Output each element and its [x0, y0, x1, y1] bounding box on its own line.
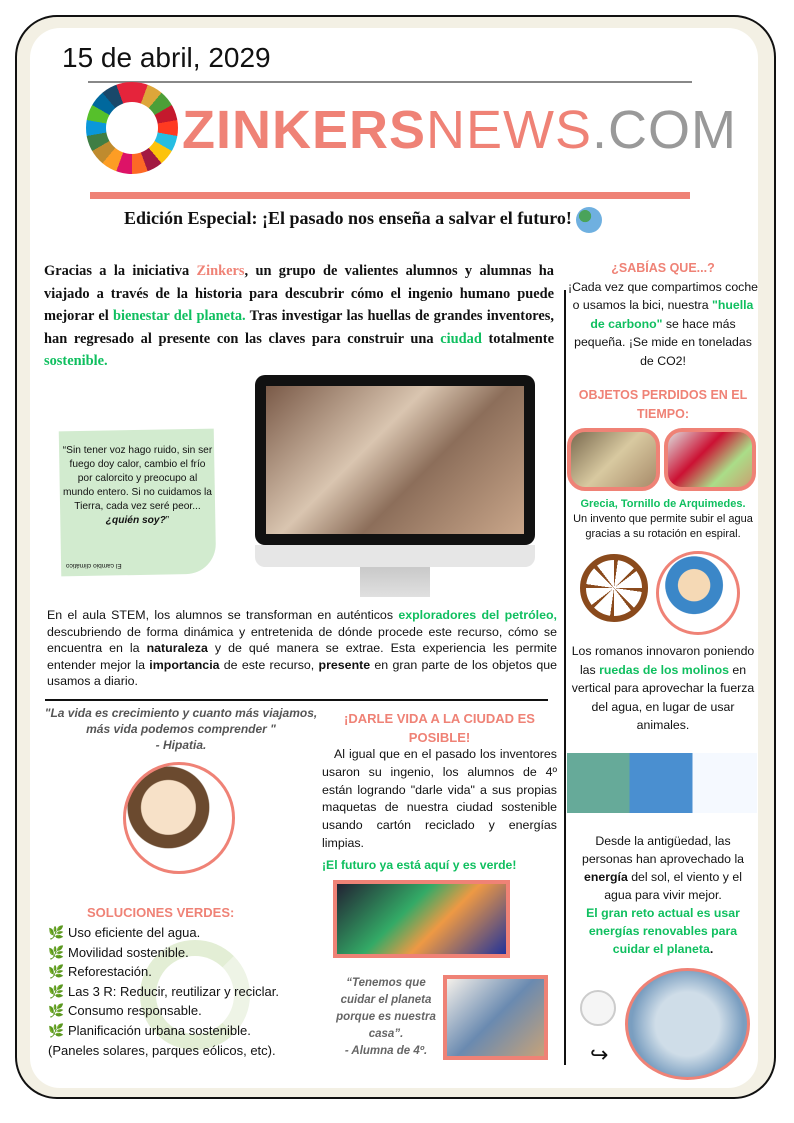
section-divider — [45, 699, 548, 701]
globe-icon — [576, 207, 602, 233]
sdg-logo-ring-icon — [86, 82, 178, 174]
item-text: Las 3 R: Reducir, reutilizar y reciclar. — [68, 983, 279, 999]
masthead-bar — [90, 192, 690, 199]
riddle-text — [61, 444, 214, 528]
text: . — [709, 942, 714, 956]
text: de este recurso, — [219, 657, 319, 672]
intro-paragraph — [44, 260, 554, 373]
energia-text — [566, 832, 760, 958]
highlight: El gran reto actual es usar energías renovables para cuidar el planeta — [586, 906, 740, 956]
darle-vida-paragraph: Al igual que en el pasado los inventores usaron su ingenio, los alumnos de 4º están logrando "darle vida" a sus propias maquetas de nuestra ciudad sostenible usando cartón reciclado y energías limpias. — [322, 747, 557, 850]
darle-vida-highlight: ¡El futuro ya está aquí y es verde! — [322, 858, 517, 872]
logo-part: NEWS — [426, 100, 593, 160]
monitor-stand — [360, 567, 430, 597]
text: y de qué manera se extrae. Esta experiencia les permite entender mejor la — [47, 641, 557, 672]
text: Tras investigar las huellas de grandes inventores, han regresado al presente con las claves para construir una — [44, 308, 554, 347]
masthead-logo — [182, 100, 738, 160]
leaf-icon: 🌿 — [48, 944, 65, 960]
text: descubriendo de forma dinámica y entretenida de dónde procede este recurso, cómo se encuentra en la — [47, 624, 557, 656]
text: en gran parte de los objetos que usamos a diario. — [47, 657, 557, 689]
leaf-icon: 🌿 — [48, 983, 65, 999]
text: se hace más pequeña. ¡Se mide en toneladas de CO2! — [574, 316, 752, 368]
archimedes-caption — [566, 497, 760, 542]
riddle-answer: El cambio climático — [66, 562, 122, 569]
classroom-photo — [266, 386, 524, 534]
text: ” — [165, 515, 170, 526]
text: , un grupo de valientes alumnos y alumnas ha viajado a través de la historia para descubrir cómo el ingenio humano puede mejorar el — [44, 263, 554, 325]
hipatia-illustration — [123, 762, 235, 874]
hipatia-quote — [38, 705, 324, 753]
list-item — [48, 943, 279, 963]
item-text: Uso eficiente del agua. — [68, 925, 201, 940]
bold: energía — [584, 870, 628, 884]
quote-text: "La vida es crecimiento y cuanto más viajamos, más vida podemos comprender " — [44, 706, 318, 736]
highlight: ruedas de los molinos — [599, 662, 729, 677]
quote-text: “Tenemos que cuidar el planeta porque es nuestra casa”. — [336, 977, 436, 1040]
stem-paragraph — [47, 607, 557, 690]
list-item — [48, 1021, 279, 1041]
quote-author: - Hipatia. — [155, 738, 207, 752]
bold: presente — [318, 657, 371, 672]
leaf-icon: 🌿 — [48, 1003, 65, 1019]
highlight: ciudad — [440, 330, 482, 347]
sabias-text — [566, 278, 760, 371]
list-item — [48, 982, 279, 1002]
item-text: Movilidad sostenible. — [68, 944, 189, 960]
sabias-que-box — [566, 259, 760, 371]
list-item — [48, 923, 279, 943]
text: del sol, el viento y el agua para vivir mejor. — [604, 870, 742, 902]
riddle-question: ¿quién soy? — [105, 515, 166, 526]
text: totalmente — [481, 330, 554, 347]
objetos-heading: OBJETOS PERDIDOS EN EL TIEMPO: — [578, 388, 748, 421]
text: en vertical para aprovechar la fuerza del agua, en lugar de usar animales. — [571, 662, 755, 733]
highlight: Zinkers — [196, 263, 245, 279]
logo-part: ZINKERS — [182, 100, 427, 160]
soluciones-list — [48, 923, 279, 1060]
text: Los romanos innovaron poniendo las — [571, 644, 755, 677]
list-item — [48, 962, 279, 982]
bold: naturaleza — [146, 641, 208, 656]
text: Gracias a la iniciativa — [44, 263, 197, 279]
list-item — [48, 1001, 279, 1021]
issue-date: 15 de abril, 2029 — [62, 42, 271, 73]
city-model-photo — [333, 880, 510, 958]
soluciones-heading: SOLUCIONES VERDES: — [87, 905, 235, 920]
bold: importancia — [149, 657, 220, 672]
logo-part: .COM — [592, 100, 738, 160]
text: “Sin tener voz hago ruido, sin ser fuego doy calor, cambio el frío por calorcito y preocupo al mundo entero. Si no cuidamos la Tierra, cada vez seré peor... — [62, 445, 213, 512]
text: En el aula STEM, los alumnos se transforman en auténticos — [47, 608, 399, 622]
list-item-extra — [48, 1041, 279, 1061]
quote-author: - Alumna de 4º. — [344, 1045, 428, 1057]
robot-toy-icon — [580, 990, 616, 1026]
curved-arrow-icon: ↪ — [590, 1042, 609, 1067]
text: ¡Cada vez que compartimos coche o usamos la bici, nuestra — [567, 279, 758, 313]
highlight: sostenible. — [44, 353, 108, 370]
leaf-icon: 🌿 — [48, 1022, 65, 1038]
highlight: bienestar del planeta. — [113, 308, 246, 325]
archimedes-photo-2 — [664, 428, 756, 491]
students-photo — [443, 975, 548, 1060]
leaf-icon: 🌿 — [48, 925, 65, 940]
student-quote — [333, 975, 439, 1060]
subtitle-text: Edición Especial: ¡El pasado nos enseña a salvar el futuro! — [124, 208, 572, 229]
leaf-icon: 🌿 — [48, 964, 65, 980]
darle-vida-heading: ¡DARLE VIDA A LA CIUDAD ES POSIBLE! — [344, 711, 535, 745]
sabias-heading: ¿SABÍAS QUE...? — [611, 261, 715, 275]
highlight: "huella de carbono" — [590, 298, 754, 331]
water-wheel-icon — [580, 554, 648, 622]
edition-subtitle — [124, 207, 602, 233]
item-text: (Paneles solares, parques eólicos, etc). — [48, 1042, 276, 1058]
roman-figure-illustration — [656, 551, 740, 635]
item-text: Planificación urbana sostenible. — [68, 1022, 251, 1038]
romanos-text — [566, 642, 760, 735]
item-text: Reforestación. — [68, 964, 152, 980]
highlight: exploradores del petróleo, — [398, 608, 557, 622]
renewable-energy-images — [567, 753, 757, 813]
caption-text: Un invento que permite subir el agua gracias a su rotación en espiral. — [573, 513, 753, 540]
text: Desde la antigüedad, las personas han aprovechado la — [581, 834, 745, 866]
monitor-chin — [255, 545, 535, 567]
item-text: Consumo responsable. — [68, 1003, 202, 1019]
caption-title: Grecia, Tornillo de Arquimedes. — [580, 498, 746, 510]
archimedes-photo-1 — [567, 428, 660, 491]
robot-activity-photo — [625, 968, 750, 1080]
divider — [88, 81, 692, 83]
